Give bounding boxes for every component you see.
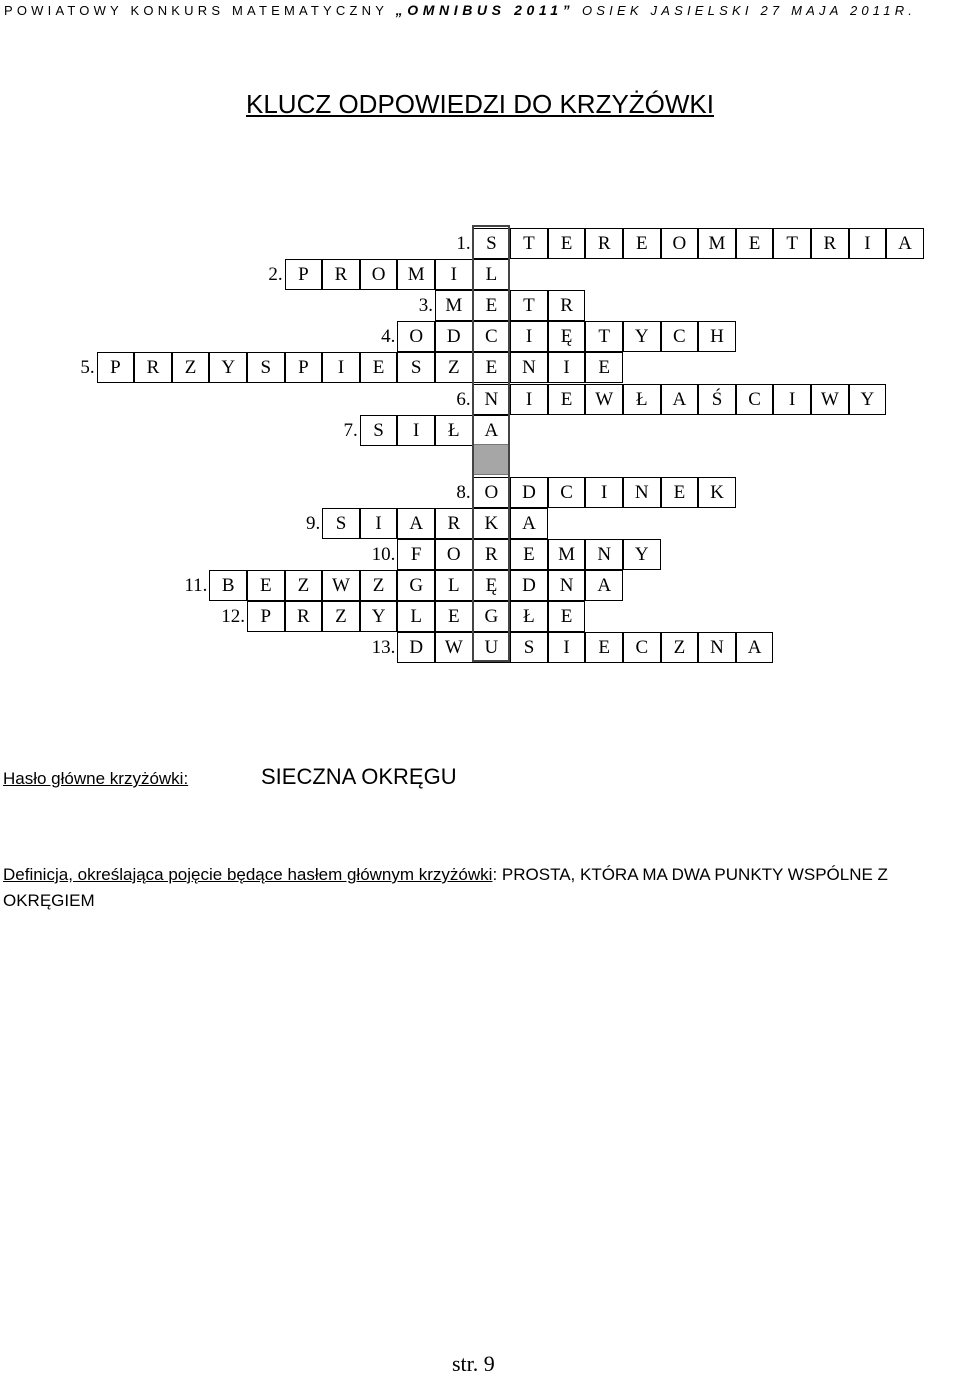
crossword-cell: Ę (473, 570, 511, 601)
crossword-cell: O (435, 539, 473, 570)
crossword-cell: E (548, 601, 586, 632)
crossword-cell: I (548, 352, 586, 383)
crossword-cell: T (585, 321, 623, 352)
crossword-cell: Z (172, 352, 210, 383)
crossword-cell: A (473, 415, 511, 446)
crossword-cell: T (510, 290, 548, 321)
crossword-cell: R (435, 508, 473, 539)
clue-number: 13. (371, 637, 396, 659)
crossword-cell: R (134, 352, 172, 383)
clue-number: 1. (456, 233, 471, 254)
crossword-cell: Z (435, 352, 473, 383)
crossword-cell: A (886, 228, 924, 259)
crossword-cell: D (435, 321, 473, 352)
crossword-cell: U (473, 632, 511, 663)
crossword-cell: C (736, 384, 774, 415)
crossword-cell: G (473, 601, 511, 632)
crossword-cell: S (397, 352, 435, 383)
crossword-cell: R (548, 290, 586, 321)
crossword-cell: R (473, 539, 511, 570)
crossword-cell: D (510, 477, 548, 508)
crossword-cell: I (322, 352, 360, 383)
main-answer-value: SIECZNA OKRĘGU (261, 764, 457, 789)
crossword-cell: S (510, 632, 548, 663)
crossword-cell: M (435, 290, 473, 321)
crossword-cell: N (623, 477, 661, 508)
crossword-cell: L (473, 259, 511, 290)
header-prefix: POWIATOWY KONKURS MATEMATYCZNY (4, 3, 396, 18)
clue-number: 2. (268, 264, 283, 286)
crossword-cell: I (510, 321, 548, 352)
page-number: str. 9 (452, 1351, 495, 1376)
header-competition: „OMNIBUS 2011” (395, 2, 575, 18)
crossword-cell: C (473, 321, 511, 352)
crossword-cell: L (397, 601, 435, 632)
clue-number: 5. (80, 357, 95, 379)
crossword-cell: P (97, 352, 135, 383)
crossword-cell: P (247, 601, 285, 632)
crossword-cell: R (285, 601, 323, 632)
crossword-cell: E (585, 352, 623, 383)
crossword-cell: W (322, 570, 360, 601)
crossword-cell: R (322, 259, 360, 290)
crossword-cell: Ł (510, 601, 548, 632)
document-title: KLUCZ ODPOWIEDZI DO KRZYŻÓWKI (245, 89, 714, 119)
crossword-cell: W (435, 632, 473, 663)
crossword-cell: M (698, 228, 736, 259)
crossword-cell: N (510, 352, 548, 383)
crossword-cell: K (698, 477, 736, 508)
clue-number: 12. (221, 606, 245, 628)
crossword-cell: E (548, 228, 586, 259)
crossword-cell: Y (360, 601, 398, 632)
crossword-cell: W (811, 384, 849, 415)
crossword-cell: E (623, 228, 661, 259)
crossword-cell: C (623, 632, 661, 663)
clue-number: 7. (343, 419, 358, 441)
crossword-cell: E (661, 477, 699, 508)
crossword-cell: A (585, 570, 623, 601)
crossword-cell: A (510, 508, 548, 539)
crossword-cell: S (247, 352, 285, 383)
crossword-cell: O (397, 321, 435, 352)
crossword-cell: N (585, 539, 623, 570)
crossword-cell: O (661, 228, 699, 259)
crossword-cell: A (736, 632, 774, 663)
crossword-cell: I (397, 415, 435, 446)
crossword-cell: K (473, 508, 511, 539)
header-suffix: OSIEK JASIELSKI 27 MAJA 2011R. (574, 3, 917, 18)
crossword-cell: S (473, 228, 511, 259)
crossword-cell: H (698, 321, 736, 352)
crossword-cell: I (585, 477, 623, 508)
crossword-cell: Z (360, 570, 398, 601)
crossword-cell: O (473, 477, 511, 508)
crossword-cell: E (548, 384, 586, 415)
crossword-cell: I (435, 259, 473, 290)
crossword-cell: Y (623, 321, 661, 352)
clue-number: 8. (456, 481, 471, 503)
crossword-cell: E (585, 632, 623, 663)
clue-number: 6. (456, 388, 471, 410)
crossword-cell: E (736, 228, 774, 259)
crossword-cell: D (397, 632, 435, 663)
crossword-cell: N (473, 384, 511, 415)
crossword-cell: I (773, 384, 811, 415)
crossword-cell: E (247, 570, 285, 601)
crossword-cell: I (510, 384, 548, 415)
definition-text: : PROSTA, KTÓRA MA DWA PUNKTY WSPÓLNE Z OKRĘGIEM (3, 865, 888, 910)
crossword-cell: Y (623, 539, 661, 570)
crossword-cell: P (285, 259, 323, 290)
crossword-cell: Ł (435, 415, 473, 446)
definition (3, 862, 958, 914)
crossword-cell: T (773, 228, 811, 259)
crossword-cell: C (661, 321, 699, 352)
crossword-cell: E (435, 601, 473, 632)
crossword-cell: Ę (548, 321, 586, 352)
crossword-cell: I (849, 228, 887, 259)
crossword-blank-cell (473, 444, 510, 475)
crossword-cell: S (322, 508, 360, 539)
main-answer-label: Hasło główne krzyżówki: (3, 769, 189, 788)
crossword-cell: L (435, 570, 473, 601)
crossword-cell: E (473, 352, 511, 383)
crossword-cell: I (548, 632, 586, 663)
crossword-cell: R (811, 228, 849, 259)
definition-label: Definicja, określająca pojęcie będące hasłem głównym krzyżówki (3, 865, 493, 884)
clue-number: 3. (418, 295, 433, 317)
crossword-cell: T (510, 228, 548, 259)
clue-number: 9. (305, 512, 321, 534)
crossword-cell: W (585, 384, 623, 415)
crossword-cell: D (510, 570, 548, 601)
crossword-cell: O (360, 259, 398, 290)
crossword-cell: N (548, 570, 586, 601)
crossword-cell: E (360, 352, 398, 383)
crossword-cell: A (397, 508, 435, 539)
crossword-cell: Z (322, 601, 360, 632)
crossword-cell: E (510, 539, 548, 570)
crossword-cell: C (548, 477, 586, 508)
crossword-cell: G (397, 570, 435, 601)
crossword-cell: Z (661, 632, 699, 663)
crossword-cell: R (585, 228, 623, 259)
crossword-cell: F (397, 539, 435, 570)
crossword-cell: N (698, 632, 736, 663)
crossword-cell: Ś (698, 384, 736, 415)
crossword-cell: S (360, 415, 398, 446)
crossword-cell: Y (849, 384, 887, 415)
clue-number: 4. (381, 326, 396, 348)
crossword-cell: Y (209, 352, 247, 383)
clue-number: 10. (371, 544, 396, 565)
crossword-cell: I (360, 508, 398, 539)
crossword-cell: Ł (623, 384, 661, 415)
clue-number: 11. (184, 575, 208, 597)
crossword-cell: M (397, 259, 435, 290)
crossword-cell: A (661, 384, 699, 415)
crossword-cell: E (473, 290, 511, 321)
crossword-cell: M (548, 539, 586, 570)
crossword-cell: P (285, 352, 323, 383)
crossword-cell: B (209, 570, 247, 601)
crossword-cell: Z (285, 570, 323, 601)
